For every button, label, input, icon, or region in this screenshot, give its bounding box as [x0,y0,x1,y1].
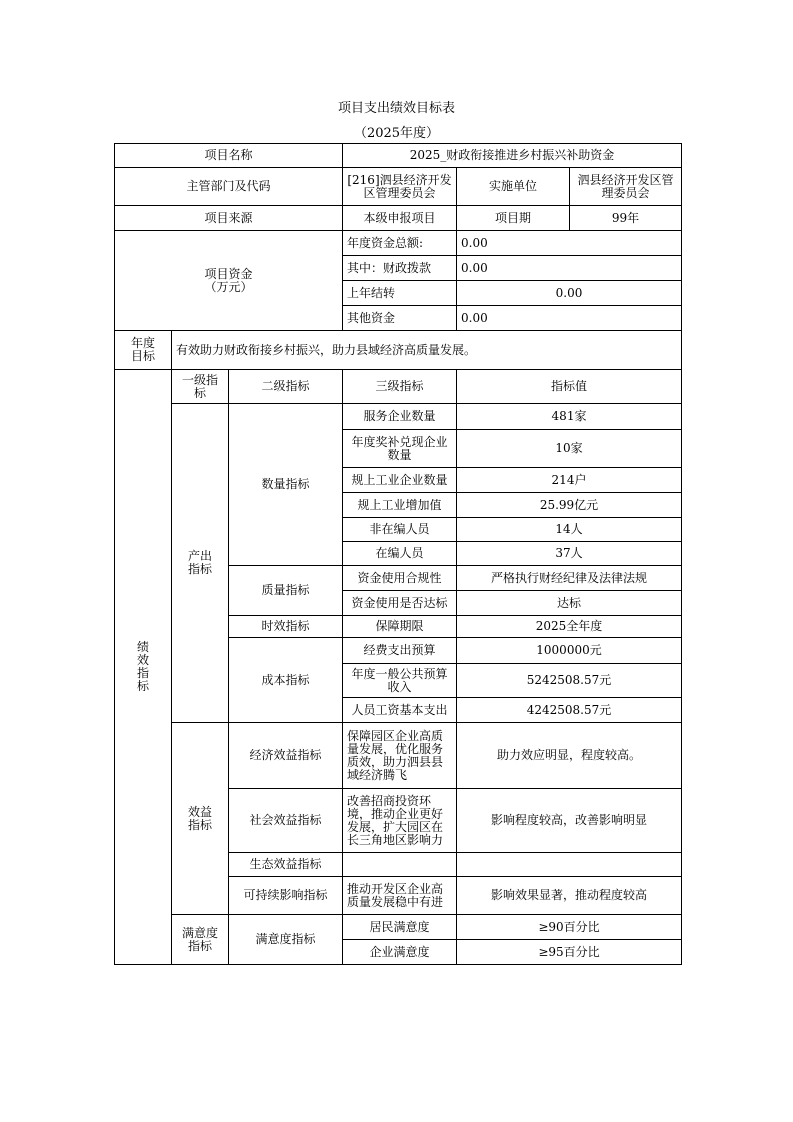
fund-value: 0.00 [457,306,682,331]
indicator-value: 影响程度较高，改善影响明显 [457,789,682,853]
page-year: （2025年度） [353,126,440,141]
social-label: 社会效益指标 [229,789,343,853]
fund-label: 年度资金总额: [343,231,457,256]
period-label: 项目期 [457,206,570,231]
eco-label: 生态效益指标 [229,853,343,877]
header-value: 指标值 [457,370,682,404]
indicator-value: ≥90百分比 [457,915,682,940]
dept-label: 主管部门及代码 [115,168,343,206]
fund-label: 其中：财政拨款 [343,256,457,281]
header-l2: 二级指标 [229,370,343,404]
indicator-value: 1000000元 [457,638,682,664]
indicator-value: 10家 [457,430,682,468]
timeliness-label: 时效指标 [229,616,343,638]
economic-label: 经济效益指标 [229,723,343,789]
indicator-value [457,853,682,877]
indicator-name: 居民满意度 [343,915,457,940]
indicator-value: 25.99亿元 [457,493,682,518]
goal-label: 年度目标 [115,331,172,370]
indicator-name [343,853,457,877]
indicator-name: 年度一般公共预算收入 [343,664,457,698]
indicator-value: 达标 [457,591,682,616]
indicator-name: 保障园区企业高质量发展，优化服务质效，助力泗县县域经济腾飞 [343,723,457,789]
impl-value: 泗县经济开发区管理委员会 [570,168,682,206]
project-name-label: 项目名称 [115,144,343,168]
indicator-value: 严格执行财经纪律及法律法规 [457,566,682,591]
benefit-label: 效益指标 [172,723,229,915]
funds-label: 项目资金 （万元） [115,231,343,331]
goal-value: 有效助力财政衔接乡村振兴，助力县域经济高质量发展。 [172,331,682,370]
indicator-name: 改善招商投资环境，推动企业更好发展，扩大园区在长三角地区影响力 [343,789,457,853]
indicator-value: ≥95百分比 [457,940,682,965]
indicator-name: 保障期限 [343,616,457,638]
satisfaction-l2-label: 满意度指标 [229,915,343,965]
indicator-name: 在编人员 [343,542,457,566]
indicator-value: 影响效果显著，推动程度较高 [457,877,682,915]
project-name-value: 2025_财政衔接推进乡村振兴补助资金 [343,144,682,168]
quantity-label: 数量指标 [229,404,343,566]
indicator-name: 资金使用合规性 [343,566,457,591]
source-label: 项目来源 [115,206,343,231]
indicator-value: 助力效应明显，程度较高。 [457,723,682,789]
sustain-label: 可持续影响指标 [229,877,343,915]
fund-label: 上年结转 [343,281,457,306]
indicator-name: 年度奖补兑现企业数量 [343,430,457,468]
indicator-name: 资金使用是否达标 [343,591,457,616]
quality-label: 质量指标 [229,566,343,616]
fund-label: 其他资金 [343,306,457,331]
header-l3: 三级指标 [343,370,457,404]
perf-label: 绩效指标 [115,370,172,965]
impl-label: 实施单位 [457,168,570,206]
dept-value: [216]泗县经济开发区管理委员会 [343,168,457,206]
satisfaction-l1-label: 满意度指标 [172,915,229,965]
indicator-name: 推动开发区企业高质量发展稳中有进 [343,877,457,915]
fund-value: 0.00 [457,231,682,256]
indicator-value: 481家 [457,404,682,430]
output-label: 产出指标 [172,404,229,723]
performance-table [114,143,682,965]
fund-value: 0.00 [457,256,682,281]
indicator-value: 5242508.57元 [457,664,682,698]
indicator-name: 经费支出预算 [343,638,457,664]
header-l1: 一级指标 [172,370,229,404]
indicator-name: 企业满意度 [343,940,457,965]
cost-label: 成本指标 [229,638,343,723]
page-title: 项目支出绩效目标表 [337,101,455,116]
indicator-name: 规上工业企业数量 [343,468,457,493]
indicator-name: 服务企业数量 [343,404,457,430]
indicator-name: 人员工资基本支出 [343,698,457,723]
source-value: 本级申报项目 [343,206,457,231]
indicator-name: 规上工业增加值 [343,493,457,518]
indicator-value: 37人 [457,542,682,566]
indicator-value: 4242508.57元 [457,698,682,723]
fund-value: 0.00 [457,281,682,306]
indicator-value: 2025全年度 [457,616,682,638]
period-value: 99年 [570,206,682,231]
indicator-value: 214户 [457,468,682,493]
indicator-name: 非在编人员 [343,518,457,542]
indicator-value: 14人 [457,518,682,542]
